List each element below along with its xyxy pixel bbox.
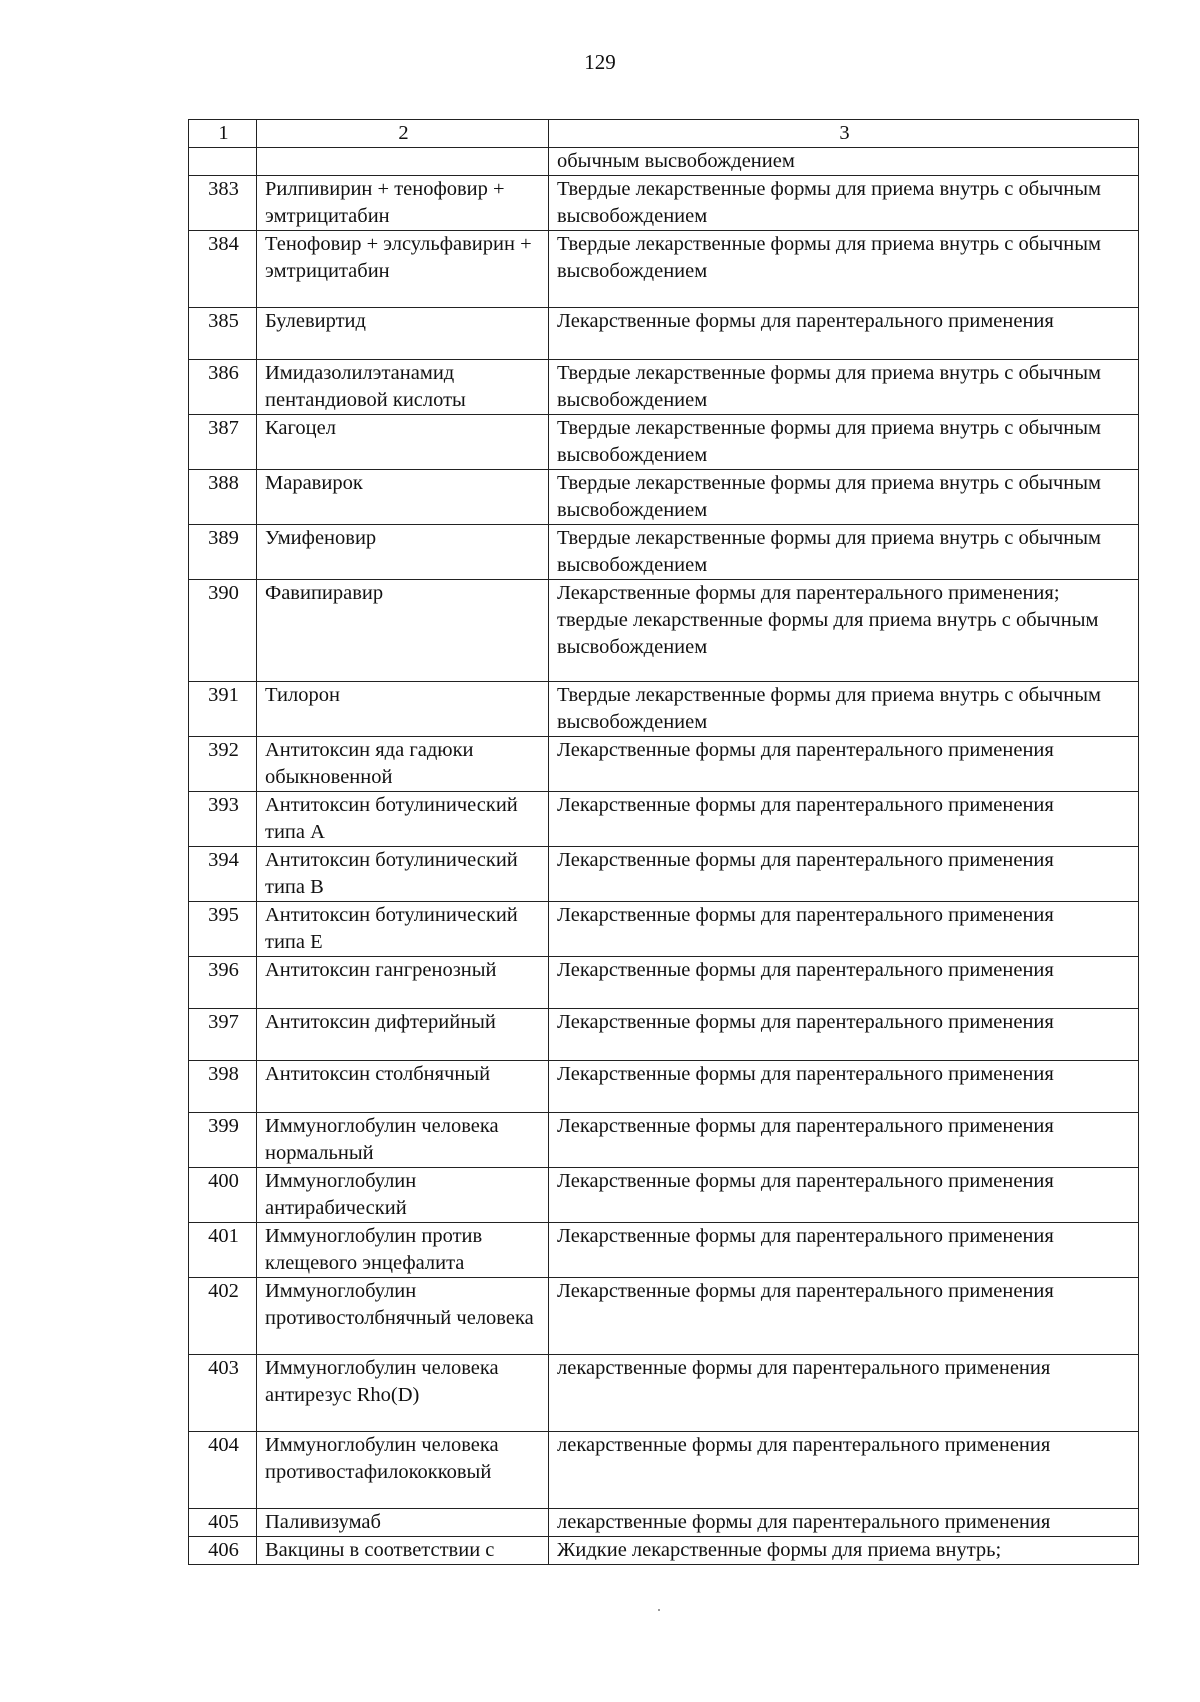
header-col-3: 3 xyxy=(549,120,1139,148)
row-number-cell: 395 xyxy=(189,902,257,957)
drug-name-cell: Антитоксин столбнячный xyxy=(257,1061,549,1113)
row-number-cell: 393 xyxy=(189,792,257,847)
table-row xyxy=(189,1432,1139,1509)
drug-name-cell: Вакцины в соответствии с xyxy=(257,1537,549,1565)
drug-name-cell: Кагоцел xyxy=(257,415,549,470)
drug-name-cell: Иммуноглобулин человека противостафилококковый xyxy=(257,1432,549,1509)
table-row xyxy=(189,682,1139,737)
row-number-cell: 404 xyxy=(189,1432,257,1509)
dosage-form-cell: обычным высвобождением xyxy=(549,148,1139,176)
drug-name-cell: Имидазолилэтанамид пентандиовой кислоты xyxy=(257,360,549,415)
dosage-form-cell: Твердые лекарственные формы для приема внутрь с обычным высвобождением xyxy=(549,360,1139,415)
dosage-form-cell: Лекарственные формы для парентерального применения xyxy=(549,308,1139,360)
table-header-row xyxy=(189,120,1139,148)
drug-name-cell: Антитоксин дифтерийный xyxy=(257,1009,549,1061)
row-number-cell: 400 xyxy=(189,1168,257,1223)
row-number-cell: 388 xyxy=(189,470,257,525)
row-number-cell xyxy=(189,148,257,176)
drug-table xyxy=(188,119,1139,1565)
table-row xyxy=(189,1009,1139,1061)
dosage-form-cell: Лекарственные формы для парентерального применения xyxy=(549,792,1139,847)
dosage-form-cell: Твердые лекарственные формы для приема внутрь с обычным высвобождением xyxy=(549,525,1139,580)
drug-name-cell: Булевиртид xyxy=(257,308,549,360)
table-row xyxy=(189,1278,1139,1355)
row-number-cell: 399 xyxy=(189,1113,257,1168)
table-row xyxy=(189,525,1139,580)
table-row xyxy=(189,1223,1139,1278)
drug-name-cell: Тенофовир + элсульфавирин + эмтрицитабин xyxy=(257,231,549,308)
table-row xyxy=(189,360,1139,415)
drug-name-cell: Тилорон xyxy=(257,682,549,737)
drug-name-cell: Иммуноглобулин человека нормальный xyxy=(257,1113,549,1168)
drug-name-cell: Иммуноглобулин антирабический xyxy=(257,1168,549,1223)
dosage-form-cell: лекарственные формы для парентерального применения xyxy=(549,1355,1139,1432)
row-number-cell: 406 xyxy=(189,1537,257,1565)
drug-name-cell: Паливизумаб xyxy=(257,1509,549,1537)
drug-name-cell: Фавипиравир xyxy=(257,580,549,682)
table-row xyxy=(189,176,1139,231)
table-row xyxy=(189,148,1139,176)
dosage-form-cell: лекарственные формы для парентерального применения xyxy=(549,1509,1139,1537)
dosage-form-cell: Жидкие лекарственные формы для приема внутрь; xyxy=(549,1537,1139,1565)
table-row xyxy=(189,1168,1139,1223)
dosage-form-cell: Лекарственные формы для парентерального применения xyxy=(549,847,1139,902)
header-col-2: 2 xyxy=(257,120,549,148)
drug-name-cell: Антитоксин ботулинический типа В xyxy=(257,847,549,902)
drug-name-cell xyxy=(257,148,549,176)
row-number-cell: 397 xyxy=(189,1009,257,1061)
row-number-cell: 384 xyxy=(189,231,257,308)
dosage-form-cell: Твердые лекарственные формы для приема внутрь с обычным высвобождением xyxy=(549,470,1139,525)
dosage-form-cell: Твердые лекарственные формы для приема внутрь с обычным высвобождением xyxy=(549,176,1139,231)
table-row xyxy=(189,470,1139,525)
dosage-form-cell: Твердые лекарственные формы для приема внутрь с обычным высвобождением xyxy=(549,682,1139,737)
drug-name-cell: Маравирок xyxy=(257,470,549,525)
table-row xyxy=(189,1537,1139,1565)
row-number-cell: 405 xyxy=(189,1509,257,1537)
row-number-cell: 401 xyxy=(189,1223,257,1278)
drug-name-cell: Антитоксин ботулинический типа Е xyxy=(257,902,549,957)
table-row xyxy=(189,580,1139,682)
drug-name-cell: Антитоксин гангренозный xyxy=(257,957,549,1009)
row-number-cell: 402 xyxy=(189,1278,257,1355)
table-row xyxy=(189,1355,1139,1432)
table-row xyxy=(189,231,1139,308)
row-number-cell: 387 xyxy=(189,415,257,470)
drug-name-cell: Иммуноглобулин противостолбнячный человека xyxy=(257,1278,549,1355)
table-row xyxy=(189,957,1139,1009)
row-number-cell: 385 xyxy=(189,308,257,360)
row-number-cell: 390 xyxy=(189,580,257,682)
dosage-form-cell: Лекарственные формы для парентерального применения xyxy=(549,957,1139,1009)
table-row xyxy=(189,415,1139,470)
scan-speck xyxy=(658,1609,660,1611)
table-row xyxy=(189,1061,1139,1113)
row-number-cell: 386 xyxy=(189,360,257,415)
row-number-cell: 383 xyxy=(189,176,257,231)
dosage-form-cell: лекарственные формы для парентерального применения xyxy=(549,1432,1139,1509)
drug-name-cell: Иммуноглобулин против клещевого энцефалита xyxy=(257,1223,549,1278)
dosage-form-cell: Лекарственные формы для парентерального применения xyxy=(549,1061,1139,1113)
table-row xyxy=(189,737,1139,792)
table-row xyxy=(189,1113,1139,1168)
drug-name-cell: Умифеновир xyxy=(257,525,549,580)
dosage-form-cell: Твердые лекарственные формы для приема внутрь с обычным высвобождением xyxy=(549,231,1139,308)
dosage-form-cell: Твердые лекарственные формы для приема внутрь с обычным высвобождением xyxy=(549,415,1139,470)
dosage-form-cell: Лекарственные формы для парентерального применения xyxy=(549,1278,1139,1355)
dosage-form-cell: Лекарственные формы для парентерального применения xyxy=(549,1223,1139,1278)
drug-name-cell: Рилпивирин + тенофовир + эмтрицитабин xyxy=(257,176,549,231)
dosage-form-cell: Лекарственные формы для парентерального применения xyxy=(549,902,1139,957)
dosage-form-cell: Лекарственные формы для парентерального применения xyxy=(549,737,1139,792)
row-number-cell: 394 xyxy=(189,847,257,902)
header-col-1: 1 xyxy=(189,120,257,148)
table-row xyxy=(189,847,1139,902)
table-row xyxy=(189,308,1139,360)
row-number-cell: 392 xyxy=(189,737,257,792)
page-number: 129 xyxy=(584,50,616,74)
drug-name-cell: Антитоксин яда гадюки обыкновенной xyxy=(257,737,549,792)
table-row xyxy=(189,792,1139,847)
table-row xyxy=(189,902,1139,957)
dosage-form-cell: Лекарственные формы для парентерального применения; твердые лекарственные формы для приема внутрь с обычным высвобождением xyxy=(549,580,1139,682)
row-number-cell: 396 xyxy=(189,957,257,1009)
dosage-form-cell: Лекарственные формы для парентерального применения xyxy=(549,1113,1139,1168)
row-number-cell: 403 xyxy=(189,1355,257,1432)
dosage-form-cell: Лекарственные формы для парентерального применения xyxy=(549,1168,1139,1223)
table-row xyxy=(189,1509,1139,1537)
row-number-cell: 391 xyxy=(189,682,257,737)
drug-name-cell: Антитоксин ботулинический типа А xyxy=(257,792,549,847)
drug-name-cell: Иммуноглобулин человека антирезус Rho(D) xyxy=(257,1355,549,1432)
row-number-cell: 398 xyxy=(189,1061,257,1113)
dosage-form-cell: Лекарственные формы для парентерального применения xyxy=(549,1009,1139,1061)
row-number-cell: 389 xyxy=(189,525,257,580)
